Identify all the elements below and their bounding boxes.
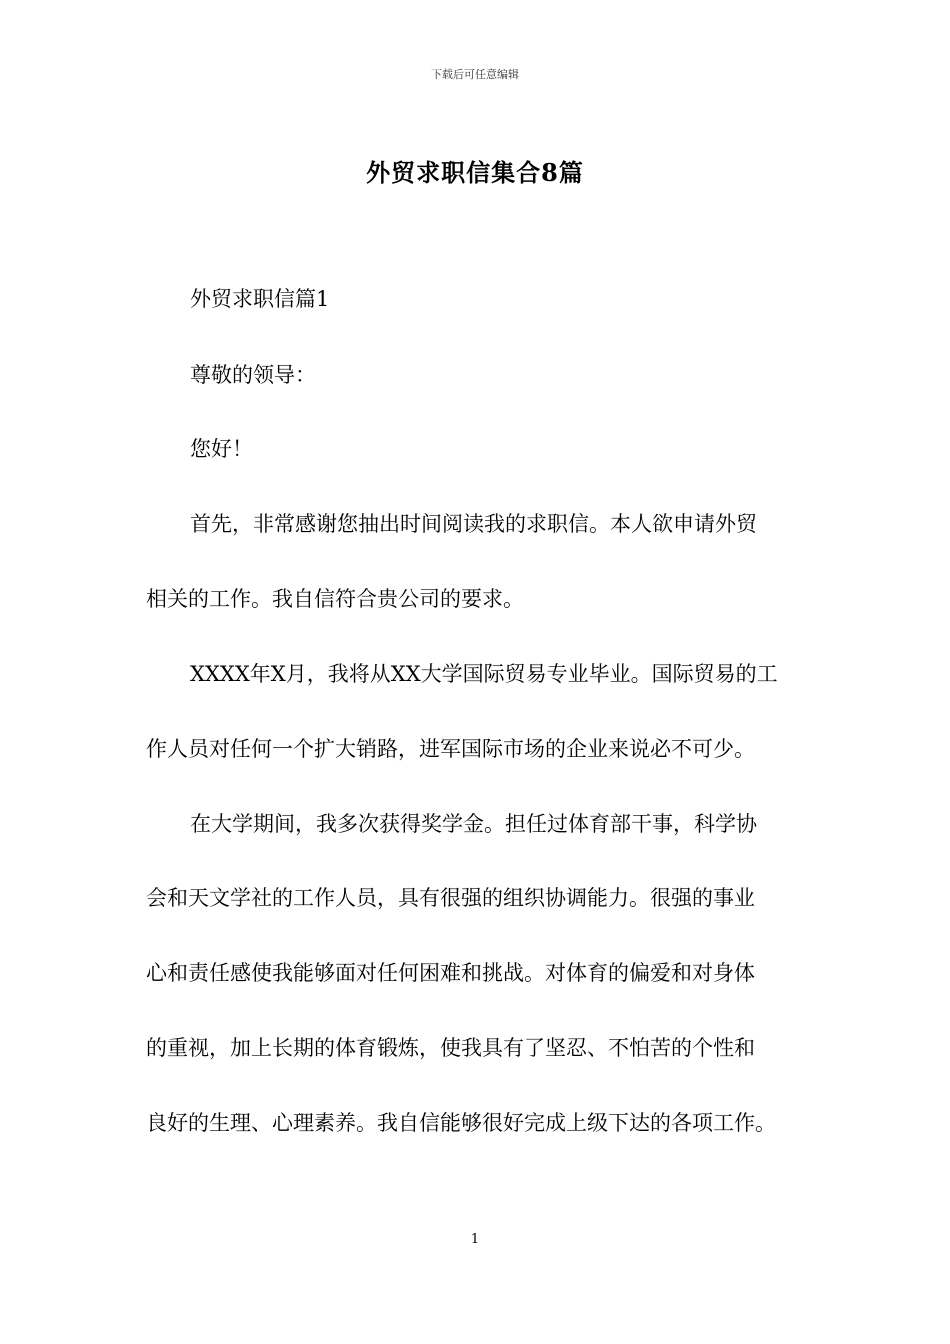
paragraph-line: 会和天文学社的工作人员，具有很强的组织协调能力。很强的事业 — [146, 886, 755, 910]
document-title: 外贸求职信集合8篇 — [366, 158, 584, 187]
section-heading: 外贸求职信篇1 — [190, 287, 330, 311]
salutation: 尊敬的领导： — [190, 363, 316, 387]
paragraph-line: 作人员对任何一个扩大销路，进军国际市场的企业来说必不可少。 — [146, 737, 755, 761]
paragraph-line: 的重视，加上长期的体育锻炼，使我具有了坚忍、不怕苦的个性和 — [146, 1036, 755, 1060]
paragraph-line: 心和责任感使我能够面对任何困难和挑战。对体育的偏爱和对身体 — [146, 961, 755, 985]
greeting: 您好！ — [190, 437, 253, 461]
paragraph-line: 首先，非常感谢您抽出时间阅读我的求职信。本人欲申请外贸 — [190, 512, 757, 536]
paragraph-line: 良好的生理、心理素养。我自信能够很好完成上级下达的各项工作。 — [146, 1111, 776, 1135]
paragraph-line: 相关的工作。我自信符合贵公司的要求。 — [146, 587, 524, 611]
header-note: 下载后可任意编辑 — [431, 68, 519, 81]
paragraph-line: 在大学期间，我多次获得奖学金。担任过体育部干事，科学协 — [190, 812, 757, 836]
page-number: 1 — [470, 1232, 480, 1247]
paragraph-line: XXXX年X月，我将从XX大学国际贸易专业毕业。国际贸易的工 — [190, 662, 778, 686]
